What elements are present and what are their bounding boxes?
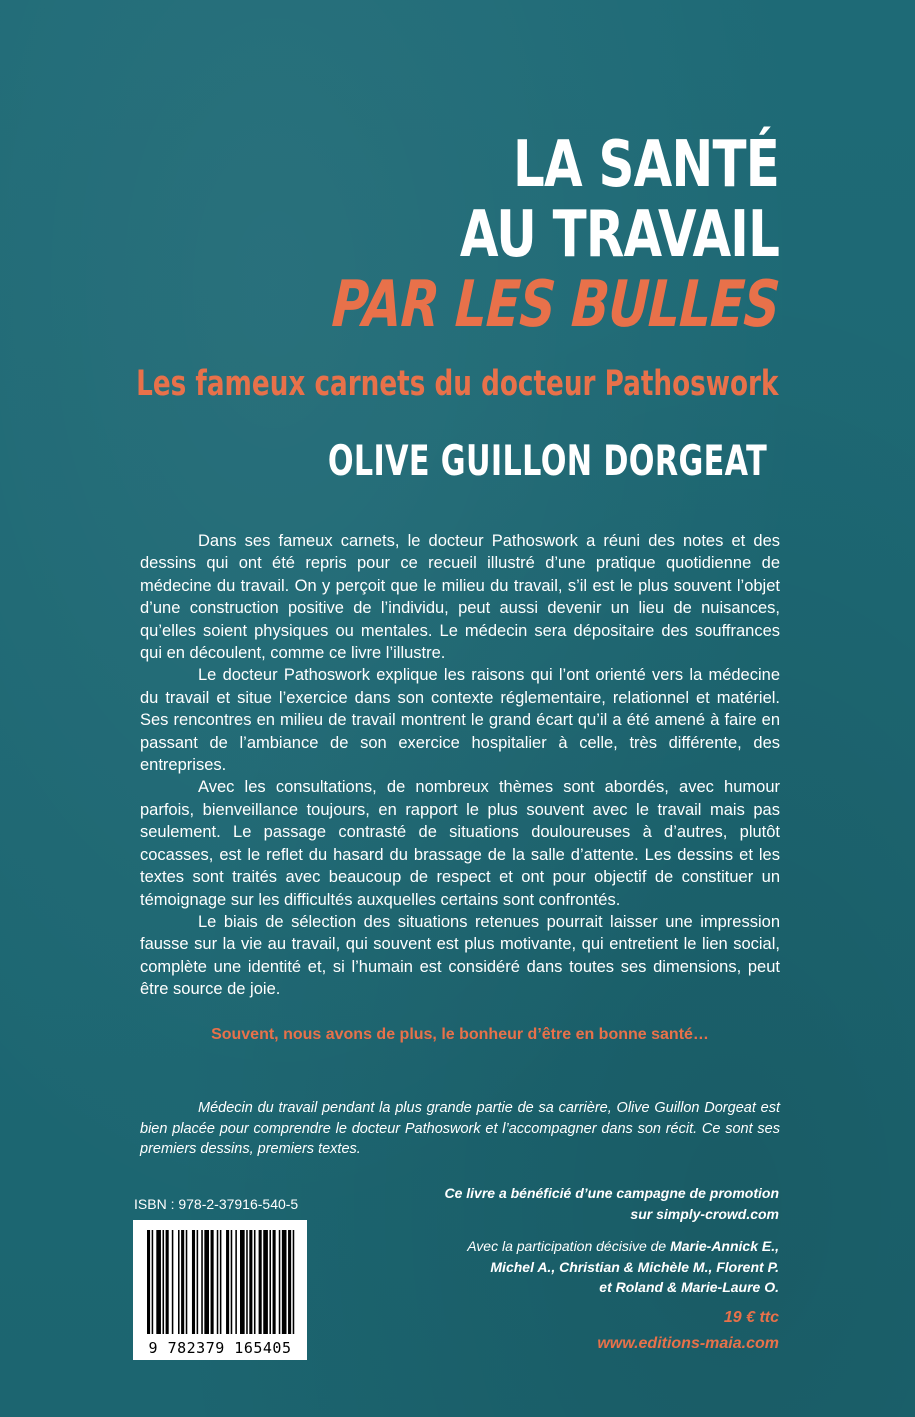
blurb-paragraph: Dans ses fameux carnets, le docteur Pathoswork a réuni des notes et des dessins qui ont été repris pour ce recueil illustré d’une pratique quotidienne de médecine du travail. On y perçoit que le milieu du travail, s’il est le plus souvent l’objet d’une construction positive de l’individu, peut aussi devenir un lieu de nuisances, qu’elles soient physiques ou mentales. Le médecin sera dépositaire des souffrances qui en découlent, comme ce livre l’illustre. xyxy=(140,532,780,663)
tagline: Souvent, nous avons de plus, le bonheur d’être en bonne santé… xyxy=(211,1026,709,1043)
barcode-digits: 9 782379 165405 xyxy=(148,1339,292,1357)
participation-names-2: Michel A., Christian & Michèle M., Florent P. xyxy=(490,1258,779,1275)
barcode-bar xyxy=(181,1230,184,1334)
barcode-bar xyxy=(226,1230,229,1334)
barcode-bar xyxy=(246,1230,248,1334)
barcode-bar xyxy=(147,1230,150,1334)
barcode-bar xyxy=(231,1230,233,1334)
author-bio: Médecin du travail pendant la plus grande partie de sa carrière, Olive Guillon Dorgeat est bien placée pour comprendre le docteur Pathoswork et l’accompagner dans son récit. Ce sont ses premiers dessins, premiers textes. xyxy=(140,1100,780,1157)
publication-info xyxy=(444,1183,779,1298)
barcode-bar xyxy=(163,1230,165,1334)
barcode-bar xyxy=(152,1230,154,1334)
barcode-bar xyxy=(197,1230,199,1334)
promo-line-2: sur simply-crowd.com xyxy=(630,1205,779,1222)
price-block xyxy=(597,1305,779,1357)
barcode-bar xyxy=(293,1230,295,1334)
promo-line-1: Ce livre a bénéficié d’une campagne de promotion xyxy=(444,1185,779,1201)
barcode-bar xyxy=(279,1230,281,1334)
book-title xyxy=(206,128,782,342)
barcode-bar xyxy=(178,1230,180,1334)
barcode-bar xyxy=(220,1230,222,1334)
participation-line-1 xyxy=(444,1236,779,1257)
title-line-2: AU TRAVAIL xyxy=(459,198,779,272)
barcode-bar xyxy=(249,1230,252,1334)
barcode-bar xyxy=(282,1230,287,1334)
barcode-bar xyxy=(172,1230,174,1334)
blurb-paragraph: Le docteur Pathoswork explique les raisons qui l’ont orienté vers la médecine du travail et situe l’exercice dans son contexte réglementaire, relationnel et matériel. Ses rencontres en milieu de travail montrent le grand écart qu’il a été amené à faire en passant de l’ambiance de son exercice hospitalier à celle, très différente, des entreprises. xyxy=(140,666,780,775)
barcode-bar xyxy=(204,1230,209,1334)
barcode-bar xyxy=(166,1230,169,1334)
title-line-3: PAR LES BULLES xyxy=(329,268,782,342)
barcode-bar xyxy=(254,1230,256,1334)
barcode-bar xyxy=(186,1230,188,1334)
barcode-bar xyxy=(240,1230,245,1334)
blurb xyxy=(140,530,780,1001)
isbn-label: ISBN : 978-2-37916-540-5 xyxy=(134,1196,299,1212)
barcode-bar xyxy=(156,1230,161,1334)
barcode-bar xyxy=(201,1230,203,1334)
participation-names-3: et Roland & Marie-Laure O. xyxy=(599,1279,779,1295)
barcode-bar xyxy=(192,1230,195,1334)
barcode-bar xyxy=(217,1230,219,1334)
barcode-bar xyxy=(269,1230,271,1334)
price: 19 € ttc xyxy=(723,1309,779,1326)
barcode-bar xyxy=(235,1230,237,1334)
participation-intro: Avec la participation décisive de xyxy=(467,1238,671,1254)
book-subtitle: Les fameux carnets du docteur Pathoswork xyxy=(135,364,778,404)
barcode-bar xyxy=(263,1230,268,1334)
participation-names-1: Marie-Annick E., xyxy=(670,1238,779,1254)
barcode-bar xyxy=(273,1230,276,1334)
blurb-paragraph: Avec les consultations, de nombreux thèmes sont abordés, avec humour parfois, bienveillance toujours, en rapport le plus souvent avec le travail mais pas seulement. Le passage contrasté de situations douloureuses à d’autres, plutôt cocasses, est le reflet du hasard du brassage de la salle d’attente. Les dessins et les textes sont traités avec beaucoup de respect et ont pour objectif de constituer un témoignage sur les difficultés auxquelles certains sont confrontés. xyxy=(140,778,780,909)
barcode-bar xyxy=(211,1230,214,1334)
blurb-paragraph: Le biais de sélection des situations retenues pourrait laisser une impression fausse sur la vie au travail, qui souvent est plus motivante, qui entretient le lien social, complète une identité et, si l’humain est considéré dans toutes ses dimensions, peut être source de joie. xyxy=(140,912,780,999)
barcode-bar xyxy=(288,1230,291,1334)
author-name: OLIVE GUILLON DORGEAT xyxy=(327,436,767,485)
barcode-bar xyxy=(259,1230,262,1334)
barcode xyxy=(133,1220,307,1360)
title-line-1: LA SANTÉ xyxy=(512,128,779,202)
website-link[interactable]: www.editions-maia.com xyxy=(597,1335,779,1352)
